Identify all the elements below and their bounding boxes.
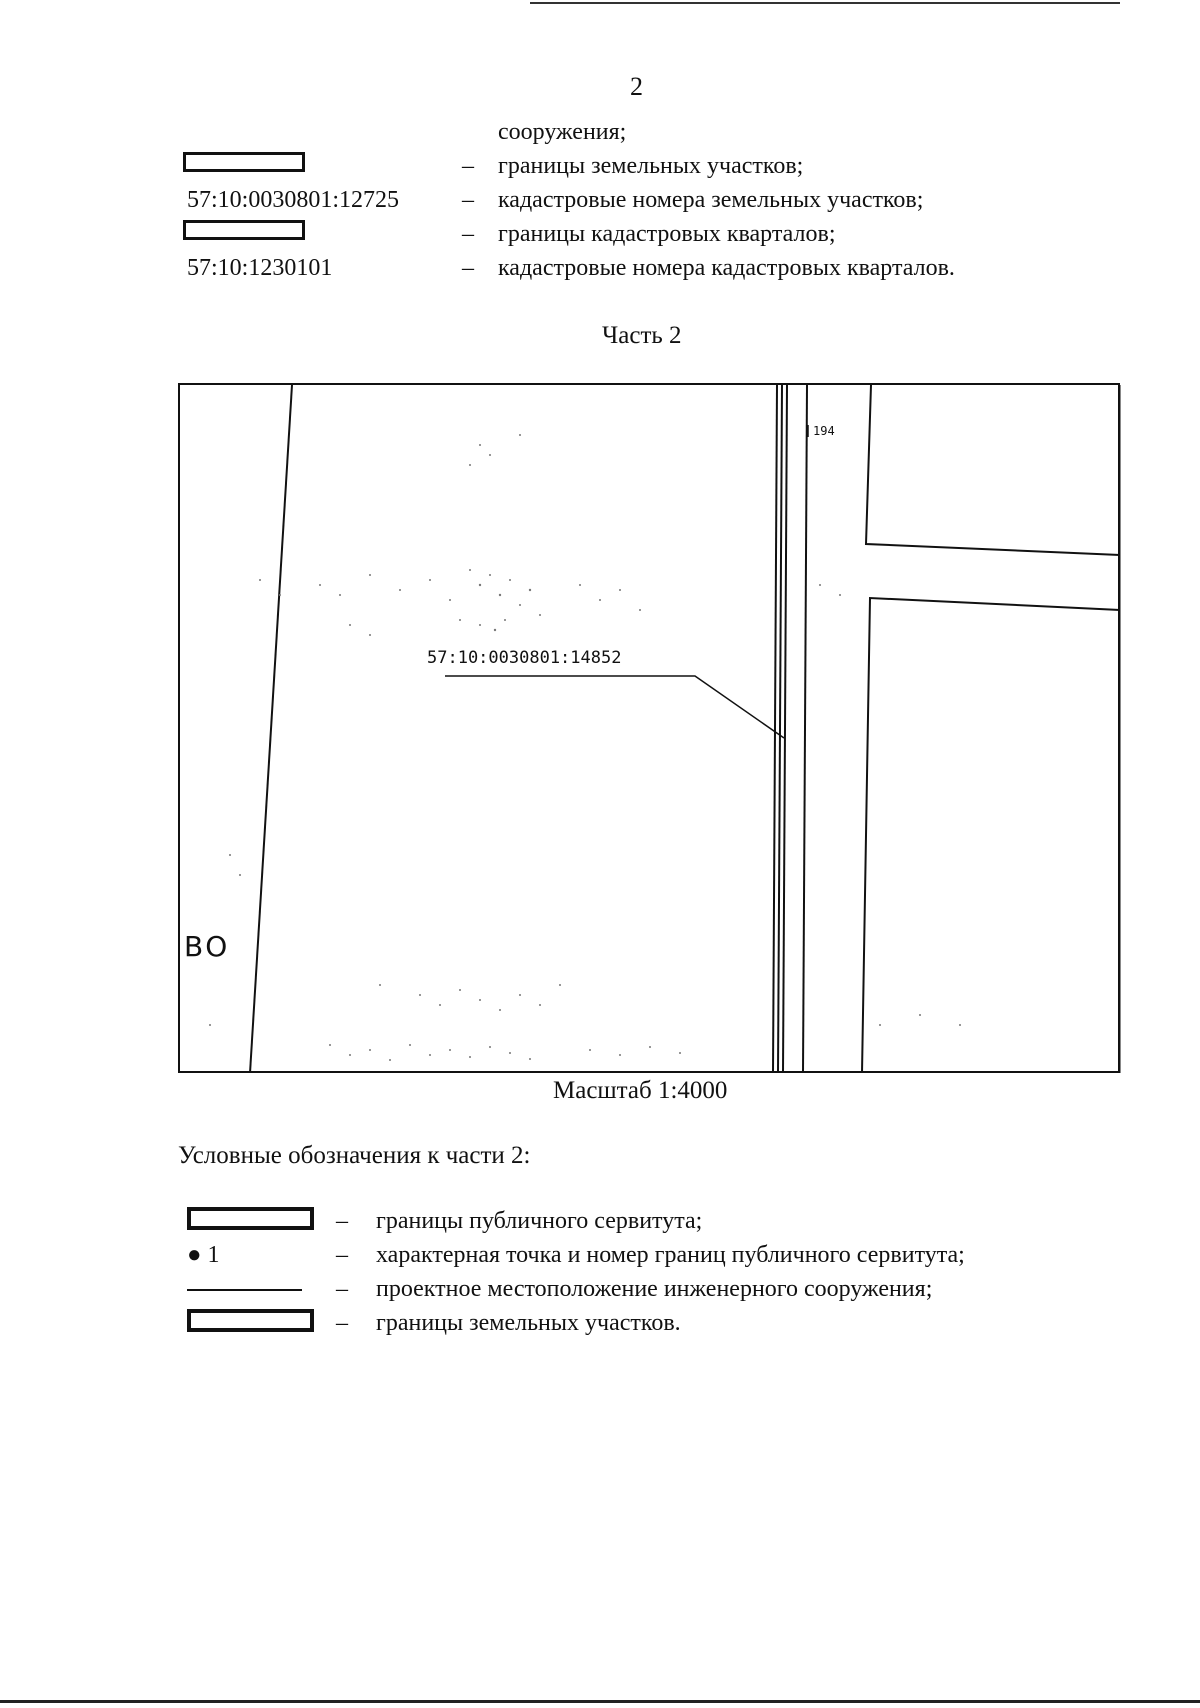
land-plot-boundary-symbol xyxy=(183,152,305,172)
land-plot-boundary-symbol xyxy=(187,1309,314,1332)
legend-continuation-text: сооружения; xyxy=(498,119,627,145)
parcel-boundary-lower-right xyxy=(862,598,1120,1073)
legend-dash: – xyxy=(462,153,474,179)
legend-description: кадастровые номера земельных участков; xyxy=(498,187,924,213)
parcel-label-leader xyxy=(445,676,784,738)
engineering-structure-line-symbol xyxy=(187,1289,302,1291)
legend-description: границы публичного сервитута; xyxy=(376,1208,703,1234)
legend-dash: – xyxy=(336,1242,348,1268)
map-canvas xyxy=(180,385,1122,1075)
map-frame xyxy=(178,383,1120,1073)
map-zone-label: ВО xyxy=(184,930,230,963)
legend-description: границы кадастровых кварталов; xyxy=(498,221,836,247)
bottom-rule xyxy=(0,1700,1200,1703)
legend-part2-title: Условные обозначения к части 2: xyxy=(178,1142,531,1169)
legend-key-cadastral-quarter: 57:10:1230101 xyxy=(187,255,333,281)
legend-description: границы земельных участков; xyxy=(498,153,804,179)
part-title: Часть 2 xyxy=(602,322,682,349)
legend-key-cadastral-number: 57:10:0030801:12725 xyxy=(187,187,400,213)
servitude-line-1 xyxy=(773,385,777,1073)
servitude-line-3 xyxy=(783,385,787,1073)
scale-label: Масштаб 1:4000 xyxy=(553,1077,728,1104)
scan-noise xyxy=(209,434,961,1061)
map-parcel-label: 57:10:0030801:14852 xyxy=(427,648,622,668)
legend-description: проектное местоположение инженерного сооружения; xyxy=(376,1276,933,1302)
top-rule xyxy=(530,2,1120,4)
servitude-line-4 xyxy=(803,385,807,1073)
legend-dash: – xyxy=(336,1276,348,1302)
legend-dash: – xyxy=(336,1310,348,1336)
legend-description: кадастровые номера кадастровых кварталов. xyxy=(498,255,955,281)
public-servitude-boundary-symbol xyxy=(187,1207,314,1230)
legend-dash: – xyxy=(336,1208,348,1234)
legend-description: границы земельных участков. xyxy=(376,1310,681,1336)
characteristic-point-symbol xyxy=(187,1241,220,1269)
legend-dash: – xyxy=(462,255,474,281)
point-dot-icon: ● xyxy=(187,1242,202,1268)
parcel-boundary-left xyxy=(250,385,292,1073)
legend-dash: – xyxy=(462,187,474,213)
servitude-line-2 xyxy=(778,385,782,1073)
legend-dash: – xyxy=(462,221,474,247)
page-number: 2 xyxy=(630,72,643,101)
cadastral-quarter-boundary-symbol xyxy=(183,220,305,240)
point-number-key: 1 xyxy=(207,1242,220,1268)
map-point-label: 194 xyxy=(813,424,835,438)
legend-description: характерная точка и номер границ публичного сервитута; xyxy=(376,1242,965,1268)
parcel-boundary-upper-right xyxy=(866,385,1120,555)
